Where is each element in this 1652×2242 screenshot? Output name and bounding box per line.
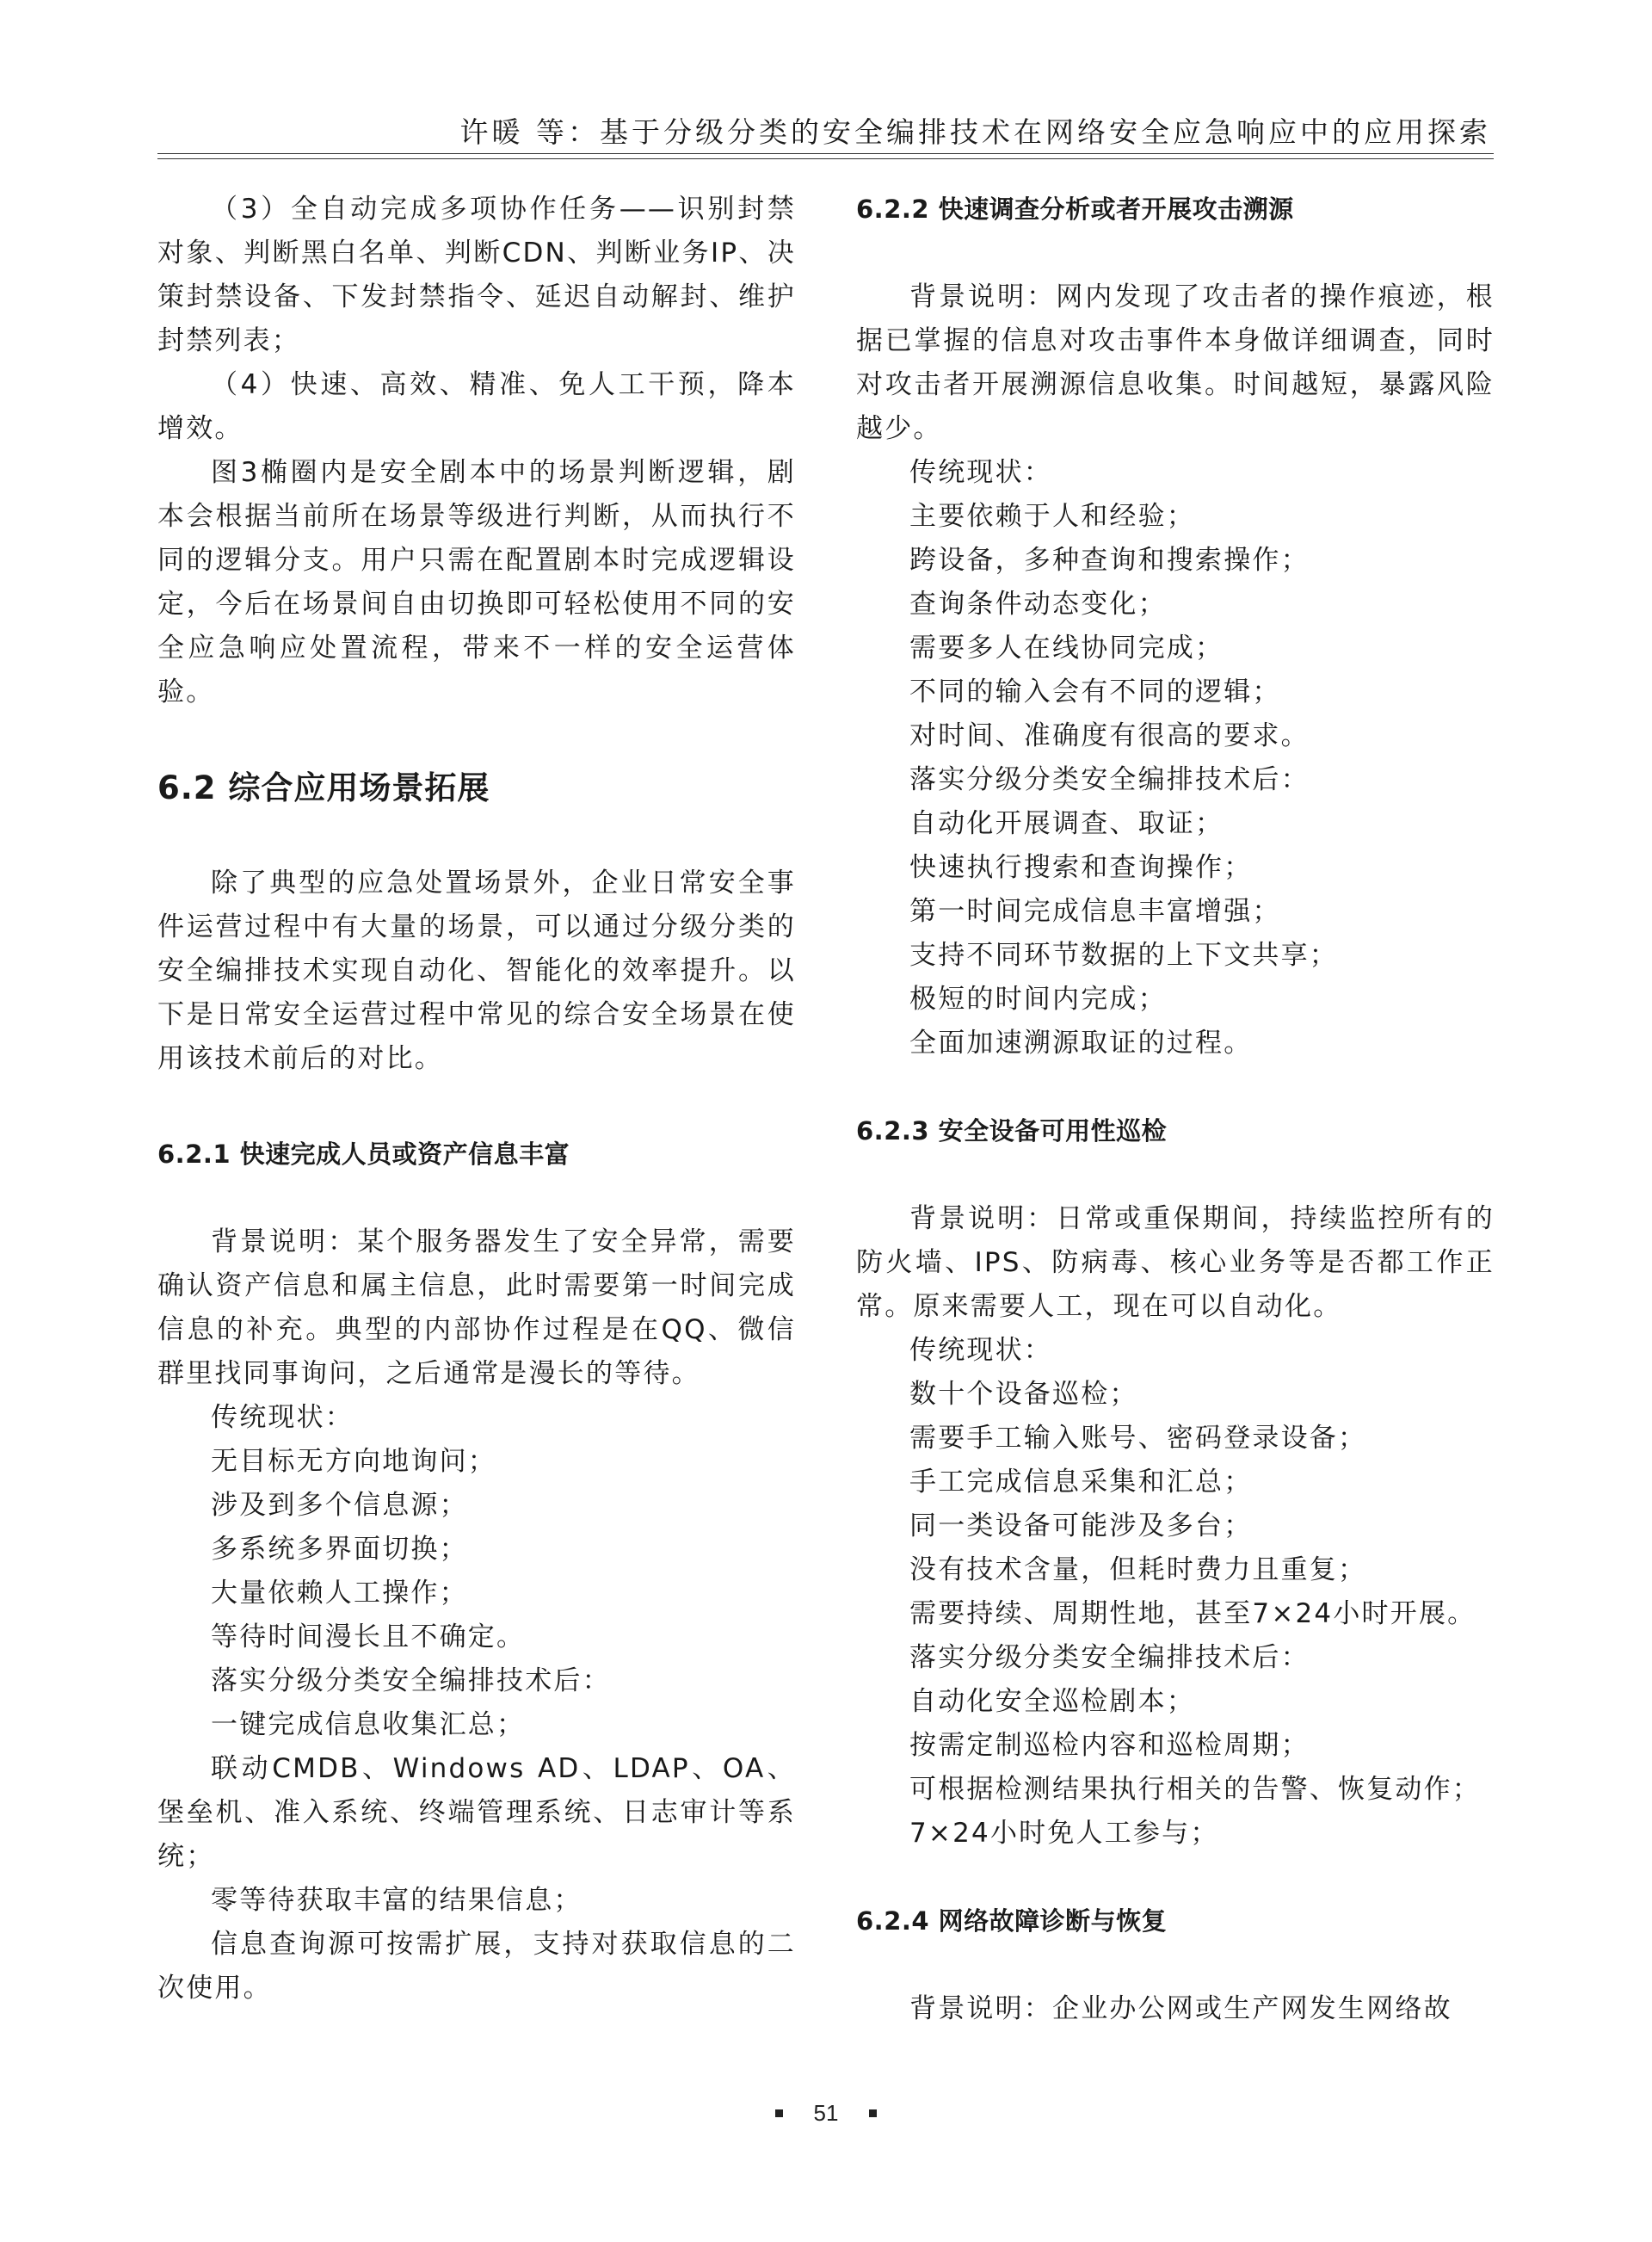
list-line: 需要手工输入账号、密码登录设备；	[909, 1423, 1367, 1454]
header-rule-top	[157, 153, 1494, 154]
page-footer	[0, 2100, 1652, 2127]
list-line: 查询条件动态变化；	[909, 589, 1167, 620]
paragraph: 图3椭圈内是安全剧本中的场景判断逻辑，剧本会根据当前所在场景等级进行判断，从而执行不同的逻辑分支。用户只需在配置剧本时完成逻辑设定，今后在场景间自由切换即可轻松使用不同的安全应急响应处置流程，带来不一样的安全运营体验。	[157, 457, 796, 707]
list-line: 传统现状：	[909, 1335, 1052, 1366]
right-column	[856, 188, 1495, 2031]
list-line: 快速执行搜索和查询操作；	[909, 852, 1253, 883]
list-line: 一键完成信息收集汇总；	[211, 1709, 526, 1740]
subsection-heading-6-2-1: 6.2.1 快速完成人员或资产信息丰富	[157, 1140, 570, 1169]
subsection-heading-6-2-3: 6.2.3 安全设备可用性巡检	[856, 1116, 1168, 1146]
subsection-heading-6-2-2: 6.2.2 快速调查分析或者开展攻击溯源	[856, 195, 1294, 224]
list-line: 涉及到多个信息源；	[211, 1490, 468, 1521]
list-line: 无目标无方向地询问；	[211, 1446, 496, 1477]
paragraph: 背景说明：网内发现了攻击者的操作痕迹，根据已掌握的信息对攻击事件本身做详细调查，同时对攻击者开展溯源信息收集。时间越短，暴露风险越少。	[856, 281, 1495, 444]
list-line: 全面加速溯源取证的过程。	[909, 1028, 1253, 1059]
section-heading-6-2: 6.2 综合应用场景拓展	[157, 769, 490, 806]
list-line: 零等待获取丰富的结果信息；	[211, 1885, 583, 1916]
list-line: 多系统多界面切换；	[211, 1534, 468, 1565]
list-line: 支持不同环节数据的上下文共享；	[909, 940, 1338, 971]
left-column	[157, 188, 796, 2010]
list-line: 主要依赖于人和经验；	[909, 501, 1195, 532]
list-line: 落实分级分类安全编排技术后：	[909, 1642, 1310, 1673]
paragraph: 背景说明：日常或重保期间，持续监控所有的防火墙、IPS、防病毒、核心业务等是否都工作正常。原来需要人工，现在可以自动化。	[856, 1203, 1495, 1322]
list-line: 同一类设备可能涉及多台；	[909, 1510, 1253, 1541]
header-rule-bottom	[157, 158, 1494, 159]
list-line: 联动CMDB、Windows AD、LDAP、OA、堡垒机、准入系统、终端管理系统、日志审计等系统；	[157, 1753, 796, 1872]
list-line: 落实分级分类安全编排技术后：	[211, 1665, 611, 1696]
running-header: 许暖 等：基于分级分类的安全编排技术在网络安全应急响应中的应用探索	[459, 115, 1491, 149]
list-line: 数十个设备巡检；	[909, 1379, 1138, 1410]
list-line: 不同的输入会有不同的逻辑；	[909, 676, 1281, 707]
list-line: 需要持续、周期性地，甚至7×24小时开展。	[909, 1598, 1476, 1629]
list-line: 信息查询源可按需扩展，支持对获取信息的二次使用。	[157, 1929, 796, 2004]
list-line: 对时间、准确度有很高的要求。	[909, 720, 1310, 751]
list-line: 需要多人在线协同完成；	[909, 633, 1224, 664]
list-line: 极短的时间内完成；	[909, 984, 1167, 1015]
list-line: 落实分级分类安全编排技术后：	[909, 764, 1310, 795]
list-line: 没有技术含量，但耗时费力且重复；	[909, 1554, 1367, 1585]
list-line: 大量依赖人工操作；	[211, 1578, 468, 1609]
list-line: 第一时间完成信息丰富增强；	[909, 896, 1281, 927]
list-line: 可根据检测结果执行相关的告警、恢复动作；	[909, 1774, 1481, 1805]
footer-square-icon	[869, 2109, 877, 2117]
list-line: 传统现状：	[909, 457, 1052, 488]
page-number: 51	[813, 2100, 839, 2126]
list-line: 7×24小时免人工参与；	[909, 1818, 1219, 1849]
paragraph: （4）快速、高效、精准、免人工干预，降本增效。	[157, 369, 796, 444]
paragraph: 除了典型的应急处置场景外，企业日常安全事件运营过程中有大量的场景，可以通过分级分类的安全编排技术实现自动化、智能化的效率提升。以下是日常安全运营过程中常见的综合安全场景在使用该技术前后的对比。	[157, 868, 796, 1074]
paragraph: 背景说明：企业办公网或生产网发生网络故	[909, 1993, 1452, 2024]
subsection-heading-6-2-4: 6.2.4 网络故障诊断与恢复	[856, 1906, 1168, 1936]
paragraph: 背景说明：某个服务器发生了安全异常，需要确认资产信息和属主信息，此时需要第一时间完成信息的补充。典型的内部协作过程是在QQ、微信群里找同事询问，之后通常是漫长的等待。	[157, 1226, 796, 1389]
list-line: 等待时间漫长且不确定。	[211, 1621, 526, 1652]
list-line: 手工完成信息采集和汇总；	[909, 1467, 1253, 1498]
list-line: 自动化安全巡检剧本；	[909, 1686, 1195, 1717]
list-line: 自动化开展调查、取证；	[909, 808, 1224, 839]
footer-square-icon	[775, 2109, 783, 2117]
list-line: 传统现状：	[211, 1402, 354, 1433]
list-line: 按需定制巡检内容和巡检周期；	[909, 1730, 1310, 1761]
paragraph: （3）全自动完成多项协作任务——识别封禁对象、判断黑白名单、判断CDN、判断业务IP、决策封禁设备、下发封禁指令、延迟自动解封、维护封禁列表；	[157, 194, 796, 356]
list-line: 跨设备，多种查询和搜索操作；	[909, 545, 1310, 576]
